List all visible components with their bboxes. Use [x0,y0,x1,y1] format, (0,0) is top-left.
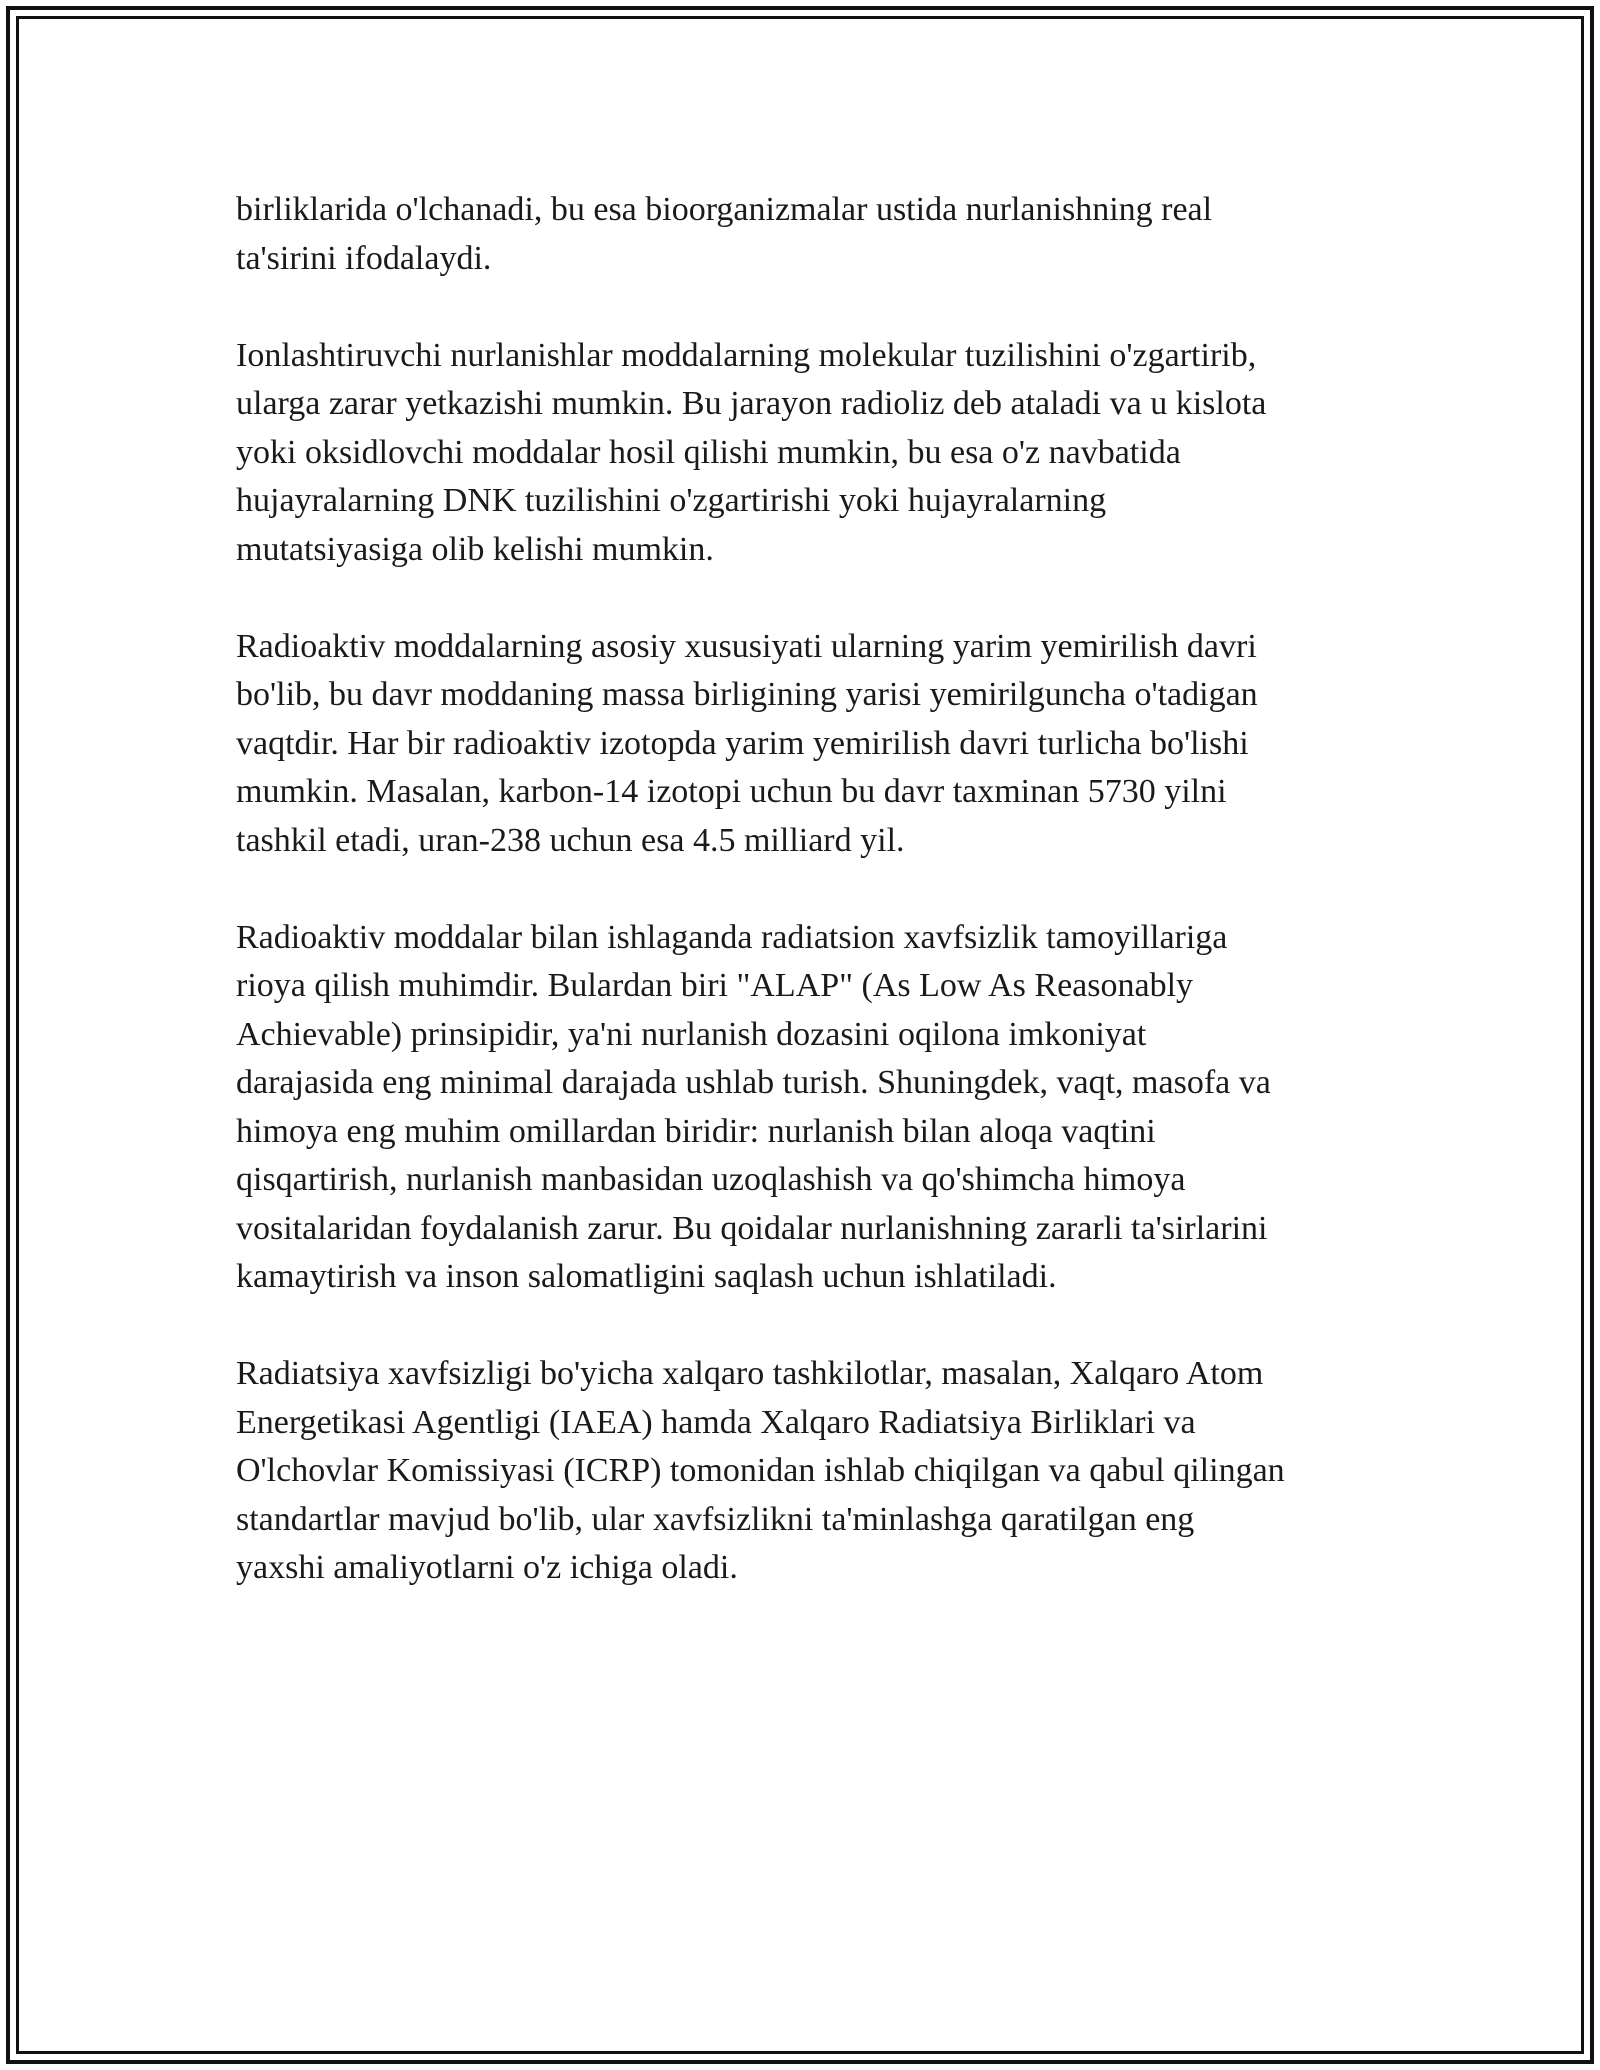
paragraph-4 [236,914,1396,1302]
text-line: yoki oksidlovchi moddalar hosil qilishi mumkin, bu esa o'z navbatida [236,433,1181,471]
text-line: Radioaktiv moddalarning asosiy xususiyati ularning yarim yemirilish davri [236,627,1257,665]
text-line: himoya eng muhim omillardan biridir: nurlanish bilan aloqa vaqtini [236,1112,1156,1150]
text-line: yaxshi amaliyotlarni o'z ichiga oladi. [236,1549,738,1586]
paragraph-5 [236,1350,1396,1593]
text-line: Achievable) prinsipidir, ya'ni nurlanish dozasini oqilona imkoniyat [236,1015,1147,1053]
text-line: qisqartirish, nurlanish manbasidan uzoqlashish va qo'shimcha himoya [236,1161,1186,1198]
document-body [236,186,1396,1593]
text-line: vaqtdir. Har bir radioaktiv izotopda yarim yemirilish davri turlicha bo'lishi [236,724,1249,762]
text-line: darajasida eng minimal darajada ushlab turish. Shuningdek, vaqt, masofa va [236,1064,1271,1101]
text-line: kamaytirish va inson salomatligini saqlash uchun ishlatiladi. [236,1258,1057,1295]
text-line: Radioaktiv moddalar bilan ishlaganda radiatsion xavfsizlik tamoyillariga [236,918,1228,956]
text-line: O'lchovlar Komissiyasi (ICRP) tomonidan ishlab chiqilgan va qabul qilingan [236,1452,1285,1489]
text-line: standartlar mavjud bo'lib, ular xavfsizlikni ta'minlashga qaratilgan eng [236,1500,1195,1538]
text-line: bo'lib, bu davr moddaning massa birligining yarisi yemirilguncha o'tadigan [236,676,1258,713]
text-line: birliklarida o'lchanadi, bu esa bioorganizmalar ustida nurlanishning real [236,191,1213,228]
paragraph-2 [236,332,1396,575]
paragraph-3 [236,623,1396,866]
text-line: vositalaridan foydalanish zarur. Bu qoidalar nurlanishning zararli ta'sirlarini [236,1209,1268,1247]
text-line: mutatsiyasiga olib kelishi mumkin. [236,530,714,568]
text-line: Energetikasi Agentligi (IAEA) hamda Xalqaro Radiatsiya Birliklari va [236,1403,1196,1441]
text-line: mumkin. Masalan, karbon-14 izotopi uchun bu davr taxminan 5730 yilni [236,773,1227,810]
text-line: Radiatsiya xavfsizligi bo'yicha xalqaro tashkilotlar, masalan, Xalqaro Atom [236,1355,1264,1392]
text-line: hujayralarning DNK tuzilishini o'zgartirishi yoki hujayralarning [236,482,1107,519]
text-line: Ionlashtiruvchi nurlanishlar moddalarning molekular tuzilishini o'zgartirib, [236,336,1257,374]
text-line: tashkil etadi, uran-238 uchun esa 4.5 milliard yil. [236,821,905,859]
text-line: ta'sirini ifodalaydi. [236,239,492,277]
paragraph-1 [236,186,1396,283]
text-line: rioya qilish muhimdir. Bulardan biri "ALAP" (As Low As Reasonably [236,967,1194,1004]
text-line: ularga zarar yetkazishi mumkin. Bu jarayon radioliz deb ataladi va u kislota [236,385,1267,422]
